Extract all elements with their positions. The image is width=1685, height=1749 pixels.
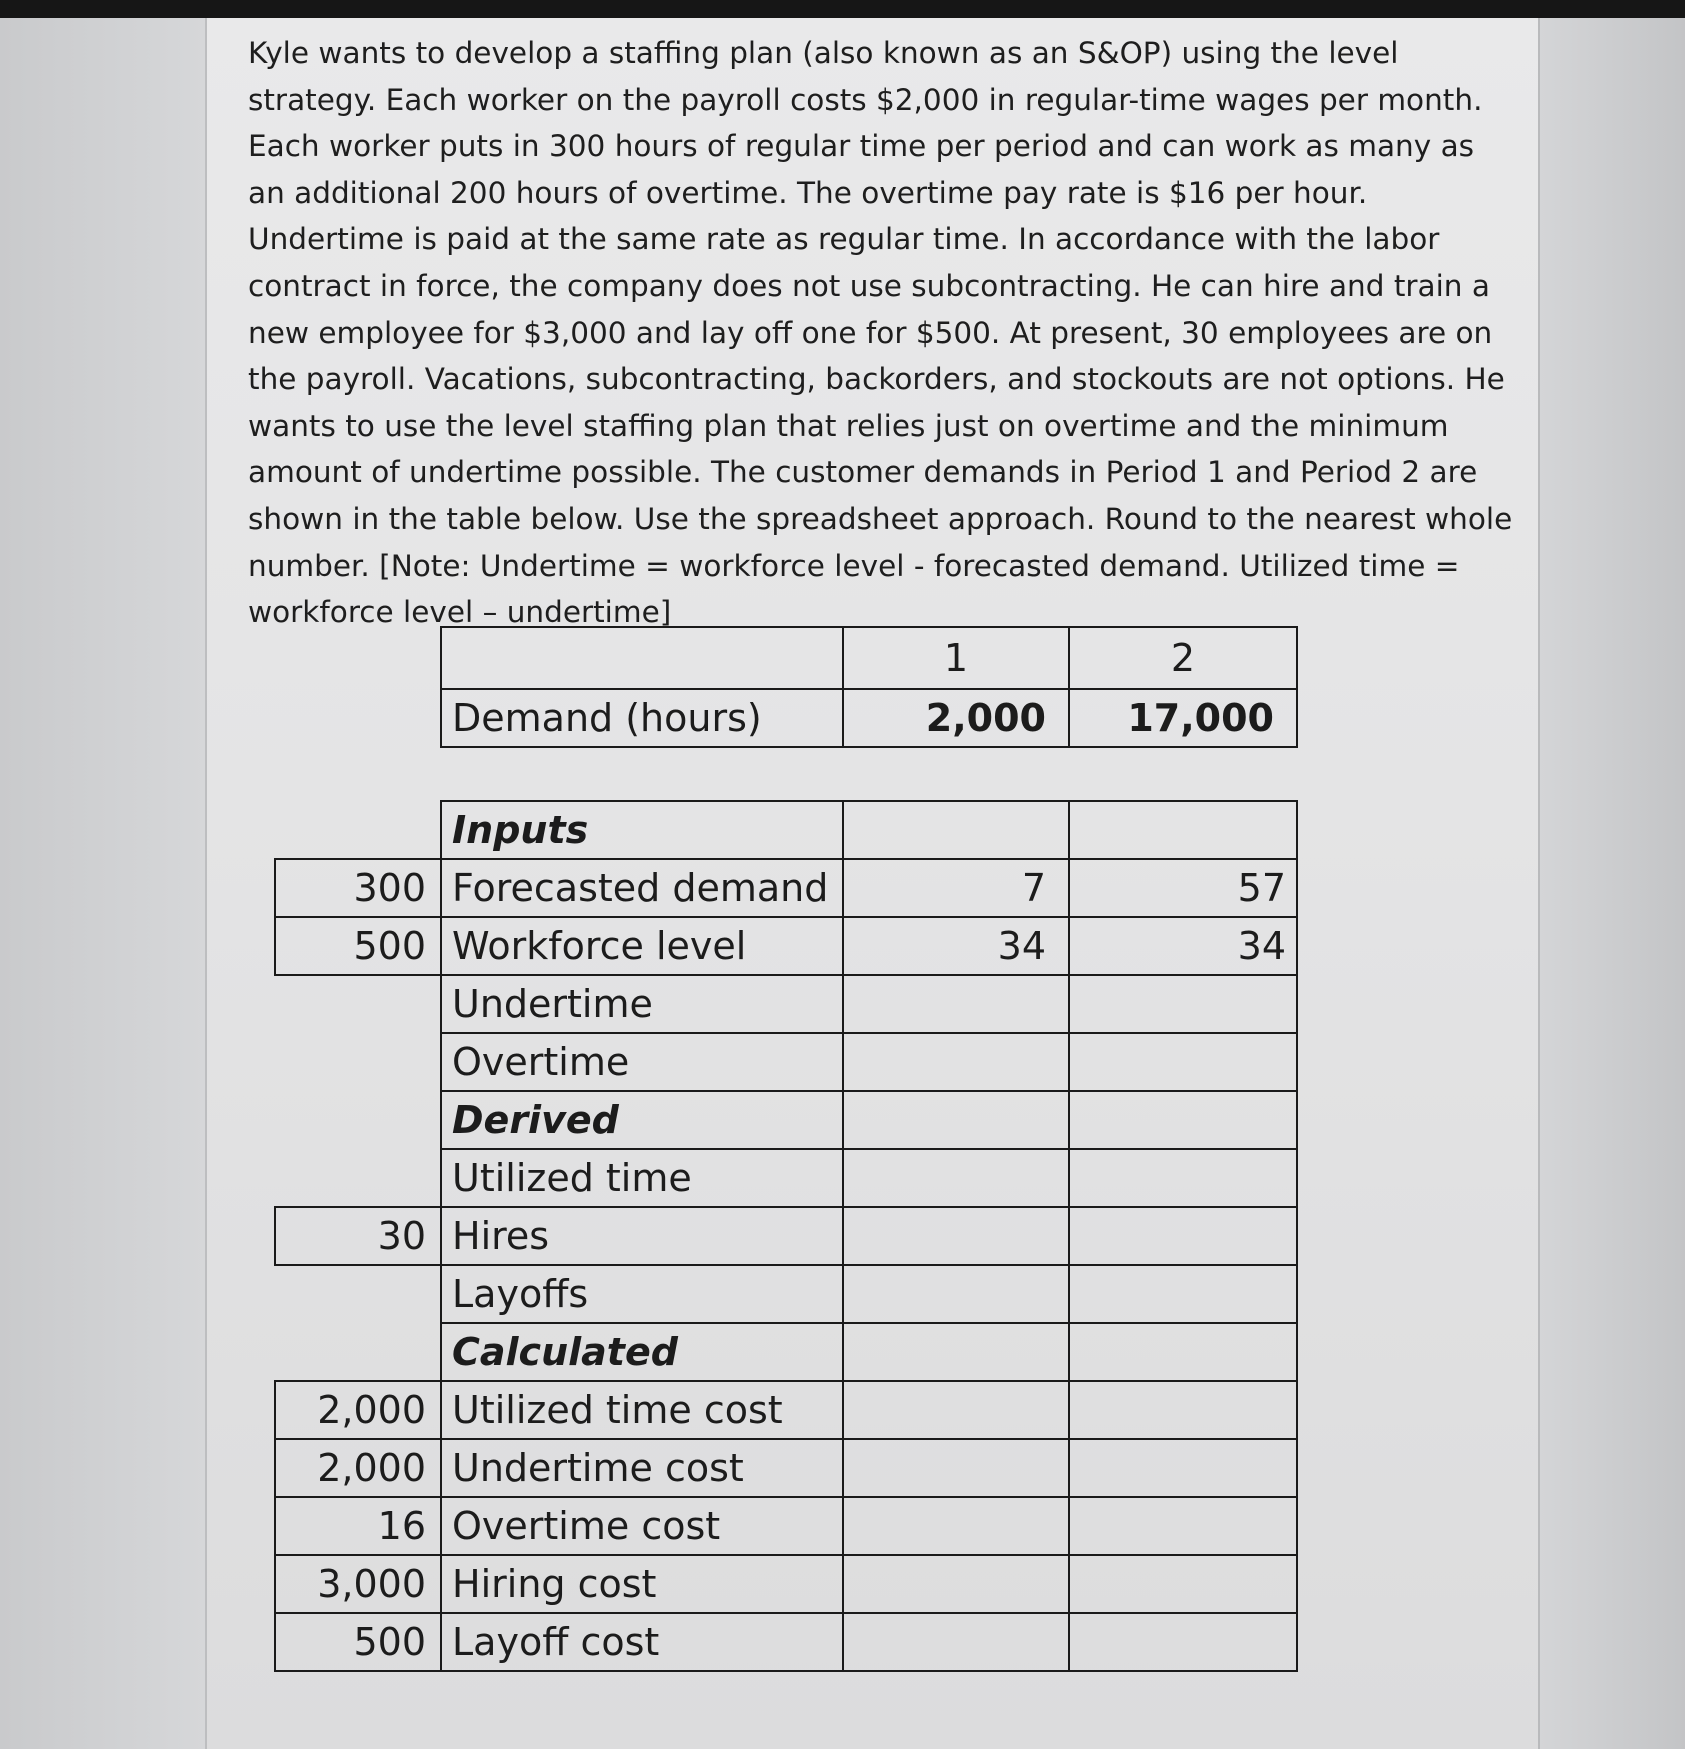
section-heading: Derived bbox=[441, 1091, 843, 1149]
period-1-value bbox=[843, 1091, 1069, 1149]
plan-row bbox=[275, 1033, 1297, 1091]
period-2-header: 2 bbox=[1069, 627, 1297, 689]
row-label: Layoffs bbox=[441, 1265, 843, 1323]
period-2-value bbox=[1069, 1439, 1297, 1497]
parameter-cell bbox=[275, 1149, 441, 1207]
period-1-value bbox=[843, 1265, 1069, 1323]
left-margin bbox=[0, 18, 207, 1749]
parameter-cell bbox=[275, 1091, 441, 1149]
row-label: Overtime bbox=[441, 1033, 843, 1091]
staffing-plan-table bbox=[274, 800, 1298, 1672]
period-2-value: 34 bbox=[1069, 917, 1297, 975]
period-2-value bbox=[1069, 1265, 1297, 1323]
row-label: Hires bbox=[441, 1207, 843, 1265]
row-label: Utilized time bbox=[441, 1149, 843, 1207]
demand-period-1: 2,000 bbox=[843, 689, 1069, 747]
period-1-value bbox=[843, 1497, 1069, 1555]
row-label: Workforce level bbox=[441, 917, 843, 975]
plan-row bbox=[275, 975, 1297, 1033]
parameter-cell bbox=[275, 975, 441, 1033]
period-2-value bbox=[1069, 1323, 1297, 1381]
row-label: Utilized time cost bbox=[441, 1381, 843, 1439]
period-2-value bbox=[1069, 1207, 1297, 1265]
period-1-value bbox=[843, 975, 1069, 1033]
plan-row bbox=[275, 1439, 1297, 1497]
plan-row bbox=[275, 859, 1297, 917]
plan-row bbox=[275, 801, 1297, 859]
plan-row bbox=[275, 1497, 1297, 1555]
plan-row bbox=[275, 1091, 1297, 1149]
parameter-cell bbox=[275, 1323, 441, 1381]
section-heading: Calculated bbox=[441, 1323, 843, 1381]
period-1-value bbox=[843, 1439, 1069, 1497]
row-label: Hiring cost bbox=[441, 1555, 843, 1613]
demand-header-row bbox=[441, 627, 1297, 689]
period-2-value bbox=[1069, 1033, 1297, 1091]
period-1-value: 34 bbox=[843, 917, 1069, 975]
period-1-value bbox=[843, 1033, 1069, 1091]
period-2-value bbox=[1069, 801, 1297, 859]
period-1-value bbox=[843, 1149, 1069, 1207]
period-1-value bbox=[843, 1555, 1069, 1613]
parameter-cell: 16 bbox=[275, 1497, 441, 1555]
parameter-cell: 30 bbox=[275, 1207, 441, 1265]
parameter-cell: 3,000 bbox=[275, 1555, 441, 1613]
parameter-cell bbox=[275, 801, 441, 859]
plan-row bbox=[275, 1613, 1297, 1671]
row-label: Overtime cost bbox=[441, 1497, 843, 1555]
period-1-header: 1 bbox=[843, 627, 1069, 689]
period-2-value bbox=[1069, 1555, 1297, 1613]
top-edge bbox=[0, 0, 1685, 18]
right-margin bbox=[1538, 18, 1685, 1749]
demand-table bbox=[440, 626, 1298, 748]
period-2-value bbox=[1069, 1149, 1297, 1207]
plan-row bbox=[275, 1323, 1297, 1381]
period-1-value: 7 bbox=[843, 859, 1069, 917]
row-label: Forecasted demand bbox=[441, 859, 843, 917]
plan-row bbox=[275, 1149, 1297, 1207]
section-heading: Inputs bbox=[441, 801, 843, 859]
parameter-cell: 300 bbox=[275, 859, 441, 917]
period-1-value bbox=[843, 1323, 1069, 1381]
period-1-value bbox=[843, 801, 1069, 859]
period-2-value bbox=[1069, 1091, 1297, 1149]
demand-label: Demand (hours) bbox=[441, 689, 843, 747]
demand-row bbox=[441, 689, 1297, 747]
period-2-value bbox=[1069, 1381, 1297, 1439]
demand-header-blank bbox=[441, 627, 843, 689]
row-label: Undertime bbox=[441, 975, 843, 1033]
plan-row bbox=[275, 1381, 1297, 1439]
period-2-value: 57 bbox=[1069, 859, 1297, 917]
parameter-cell: 500 bbox=[275, 1613, 441, 1671]
plan-row bbox=[275, 1207, 1297, 1265]
period-2-value bbox=[1069, 975, 1297, 1033]
period-1-value bbox=[843, 1381, 1069, 1439]
plan-row bbox=[275, 1265, 1297, 1323]
parameter-cell bbox=[275, 1265, 441, 1323]
period-1-value bbox=[843, 1613, 1069, 1671]
plan-row bbox=[275, 917, 1297, 975]
row-label: Undertime cost bbox=[441, 1439, 843, 1497]
period-2-value bbox=[1069, 1613, 1297, 1671]
row-label: Layoff cost bbox=[441, 1613, 843, 1671]
demand-period-2: 17,000 bbox=[1069, 689, 1297, 747]
parameter-cell bbox=[275, 1033, 441, 1091]
period-2-value bbox=[1069, 1497, 1297, 1555]
parameter-cell: 500 bbox=[275, 917, 441, 975]
parameter-cell: 2,000 bbox=[275, 1381, 441, 1439]
parameter-cell: 2,000 bbox=[275, 1439, 441, 1497]
period-1-value bbox=[843, 1207, 1069, 1265]
plan-row bbox=[275, 1555, 1297, 1613]
problem-statement: Kyle wants to develop a staffing plan (also known as an S&OP) using the level strategy. Each worker on the payroll costs $2,000 in regular-time wages per month. Each worker puts in 300 hours of regular time per period and can work as many as an additional 200 hours of overtime. The overtime pay rate is $16 per hour. Undertime is paid at the same rate as regular time. In accordance with the labor contract in force, the company does not use subcontracting. He can hire and train a new employee for $3,000 and lay off one for $500. At present, 30 employees are on the payroll. Vacations, subcontracting, backorders, and stockouts are not options. He wants to use the level staffing plan that relies just on overtime and the minimum amount of undertime possible. The customer demands in Period 1 and Period 2 are shown in the table below. Use the spreadsheet approach. Round to the nearest whole number. [Note: Undertime = workforce level - forecasted demand. Utilized time = workforce level – undertime] bbox=[248, 36, 1513, 630]
